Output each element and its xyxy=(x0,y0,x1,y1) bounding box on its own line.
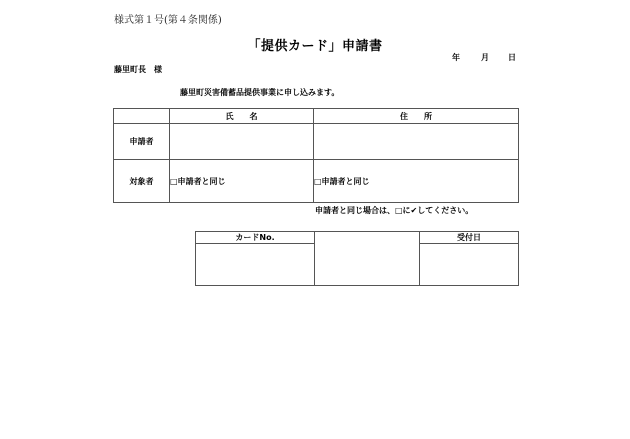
intro-statement: 藤里町災害備蓄品提供事業に申し込みます。 xyxy=(180,88,340,97)
applicant-name-field[interactable] xyxy=(170,124,314,160)
office-header-row xyxy=(196,232,519,244)
date-year-label: 年 xyxy=(452,53,460,62)
checkbox-note: 申請者と同じ場合は、□に✔してください。 xyxy=(315,206,474,215)
received-date-field[interactable] xyxy=(420,244,519,286)
addressee: 藤里町長 様 xyxy=(114,65,162,74)
form-number: 様式第１号(第４条関係) xyxy=(114,15,222,26)
document-title: 「提供カード」申請書 xyxy=(247,39,383,54)
target-address-field[interactable] xyxy=(314,160,519,203)
applicant-address-field[interactable] xyxy=(314,124,519,160)
card-no-field[interactable] xyxy=(196,244,315,286)
office-use-table xyxy=(195,231,519,286)
date-month-label: 月 xyxy=(481,53,489,62)
target-row-label: 対象者 xyxy=(114,160,170,203)
card-no-header: カードNo. xyxy=(196,232,315,244)
address-column-header: 住 所 xyxy=(314,109,519,124)
date-day-label: 日 xyxy=(508,53,516,62)
target-name-field[interactable] xyxy=(170,160,314,203)
applicant-row xyxy=(114,124,519,160)
office-middle-cell xyxy=(315,232,420,286)
same-as-applicant-address-checkbox[interactable]: □申請者と同じ xyxy=(314,176,370,186)
header-row xyxy=(114,109,519,124)
applicant-row-label: 申請者 xyxy=(114,124,170,160)
application-table xyxy=(113,108,519,203)
same-as-applicant-name-checkbox[interactable]: □申請者と同じ xyxy=(170,176,226,186)
name-column-header: 氏 名 xyxy=(170,109,314,124)
received-date-header: 受付日 xyxy=(420,232,519,244)
target-row xyxy=(114,160,519,203)
corner-cell xyxy=(114,109,170,124)
